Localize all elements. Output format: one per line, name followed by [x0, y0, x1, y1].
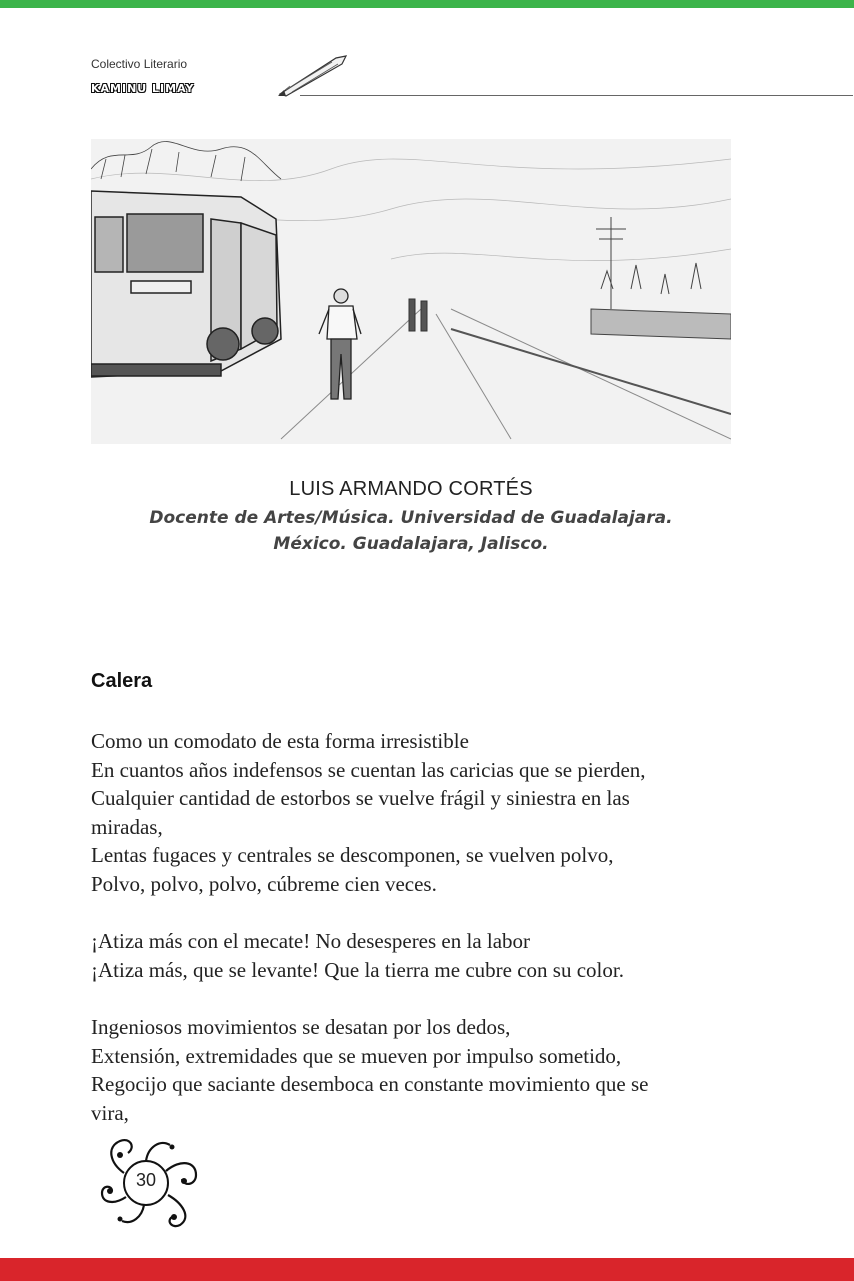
author-name: LUIS ARMANDO CORTÉS	[289, 478, 533, 500]
poem-line: En cuantos años indefensos se cuentan las caricias que se pierden,	[91, 757, 646, 782]
poem-line: vira,	[91, 1100, 129, 1125]
poem-line: Lentas fugaces y centrales se descomponen, se vuelven polvo,	[91, 843, 614, 867]
poem-line: miradas,	[91, 814, 163, 839]
affiliation-line-2: México. Guadalajara, Jalisco.	[273, 534, 549, 554]
poem-line: Como un comodato de esta forma irresistible	[91, 729, 469, 753]
affiliation-line-1: Docente de Artes/Música. Universidad de Guadalajara.	[149, 508, 673, 528]
stanza	[91, 927, 741, 984]
poem-line: Cualquier cantidad de estorbos se vuelve frágil y siniestra en las	[91, 786, 630, 810]
collective-label: Colectivo Literario	[91, 57, 188, 71]
poem-line: Polvo, polvo, polvo, cúbreme cien veces.	[91, 871, 437, 896]
brand-name: KAMINU LIMAY	[91, 82, 195, 95]
poem-line: Ingeniosos movimientos se desatan por los dedos,	[91, 1015, 511, 1039]
author-affiliation	[91, 505, 731, 557]
poem-line: ¡Atiza más con el mecate! No desesperes en la labor	[91, 929, 531, 953]
pen-nib-icon	[276, 52, 350, 98]
poem-body	[91, 727, 741, 1156]
illustration-bus-road	[91, 139, 731, 444]
stanza	[91, 727, 741, 898]
stanza	[91, 1013, 741, 1127]
poem-line: ¡Atiza más, que se levante! Que la tierra me cubre con su color.	[91, 957, 624, 982]
poem-line: Extensión, extremidades que se mueven por impulso sometido,	[91, 1043, 622, 1068]
bottom-red-bar	[0, 1258, 854, 1281]
poem-line: Regocijo que saciante desemboca en constante movimiento que se	[91, 1072, 649, 1096]
header-rule	[300, 95, 853, 96]
poem-title: Calera	[91, 670, 153, 692]
page-number: 30	[135, 1170, 157, 1190]
top-green-bar	[0, 0, 854, 8]
